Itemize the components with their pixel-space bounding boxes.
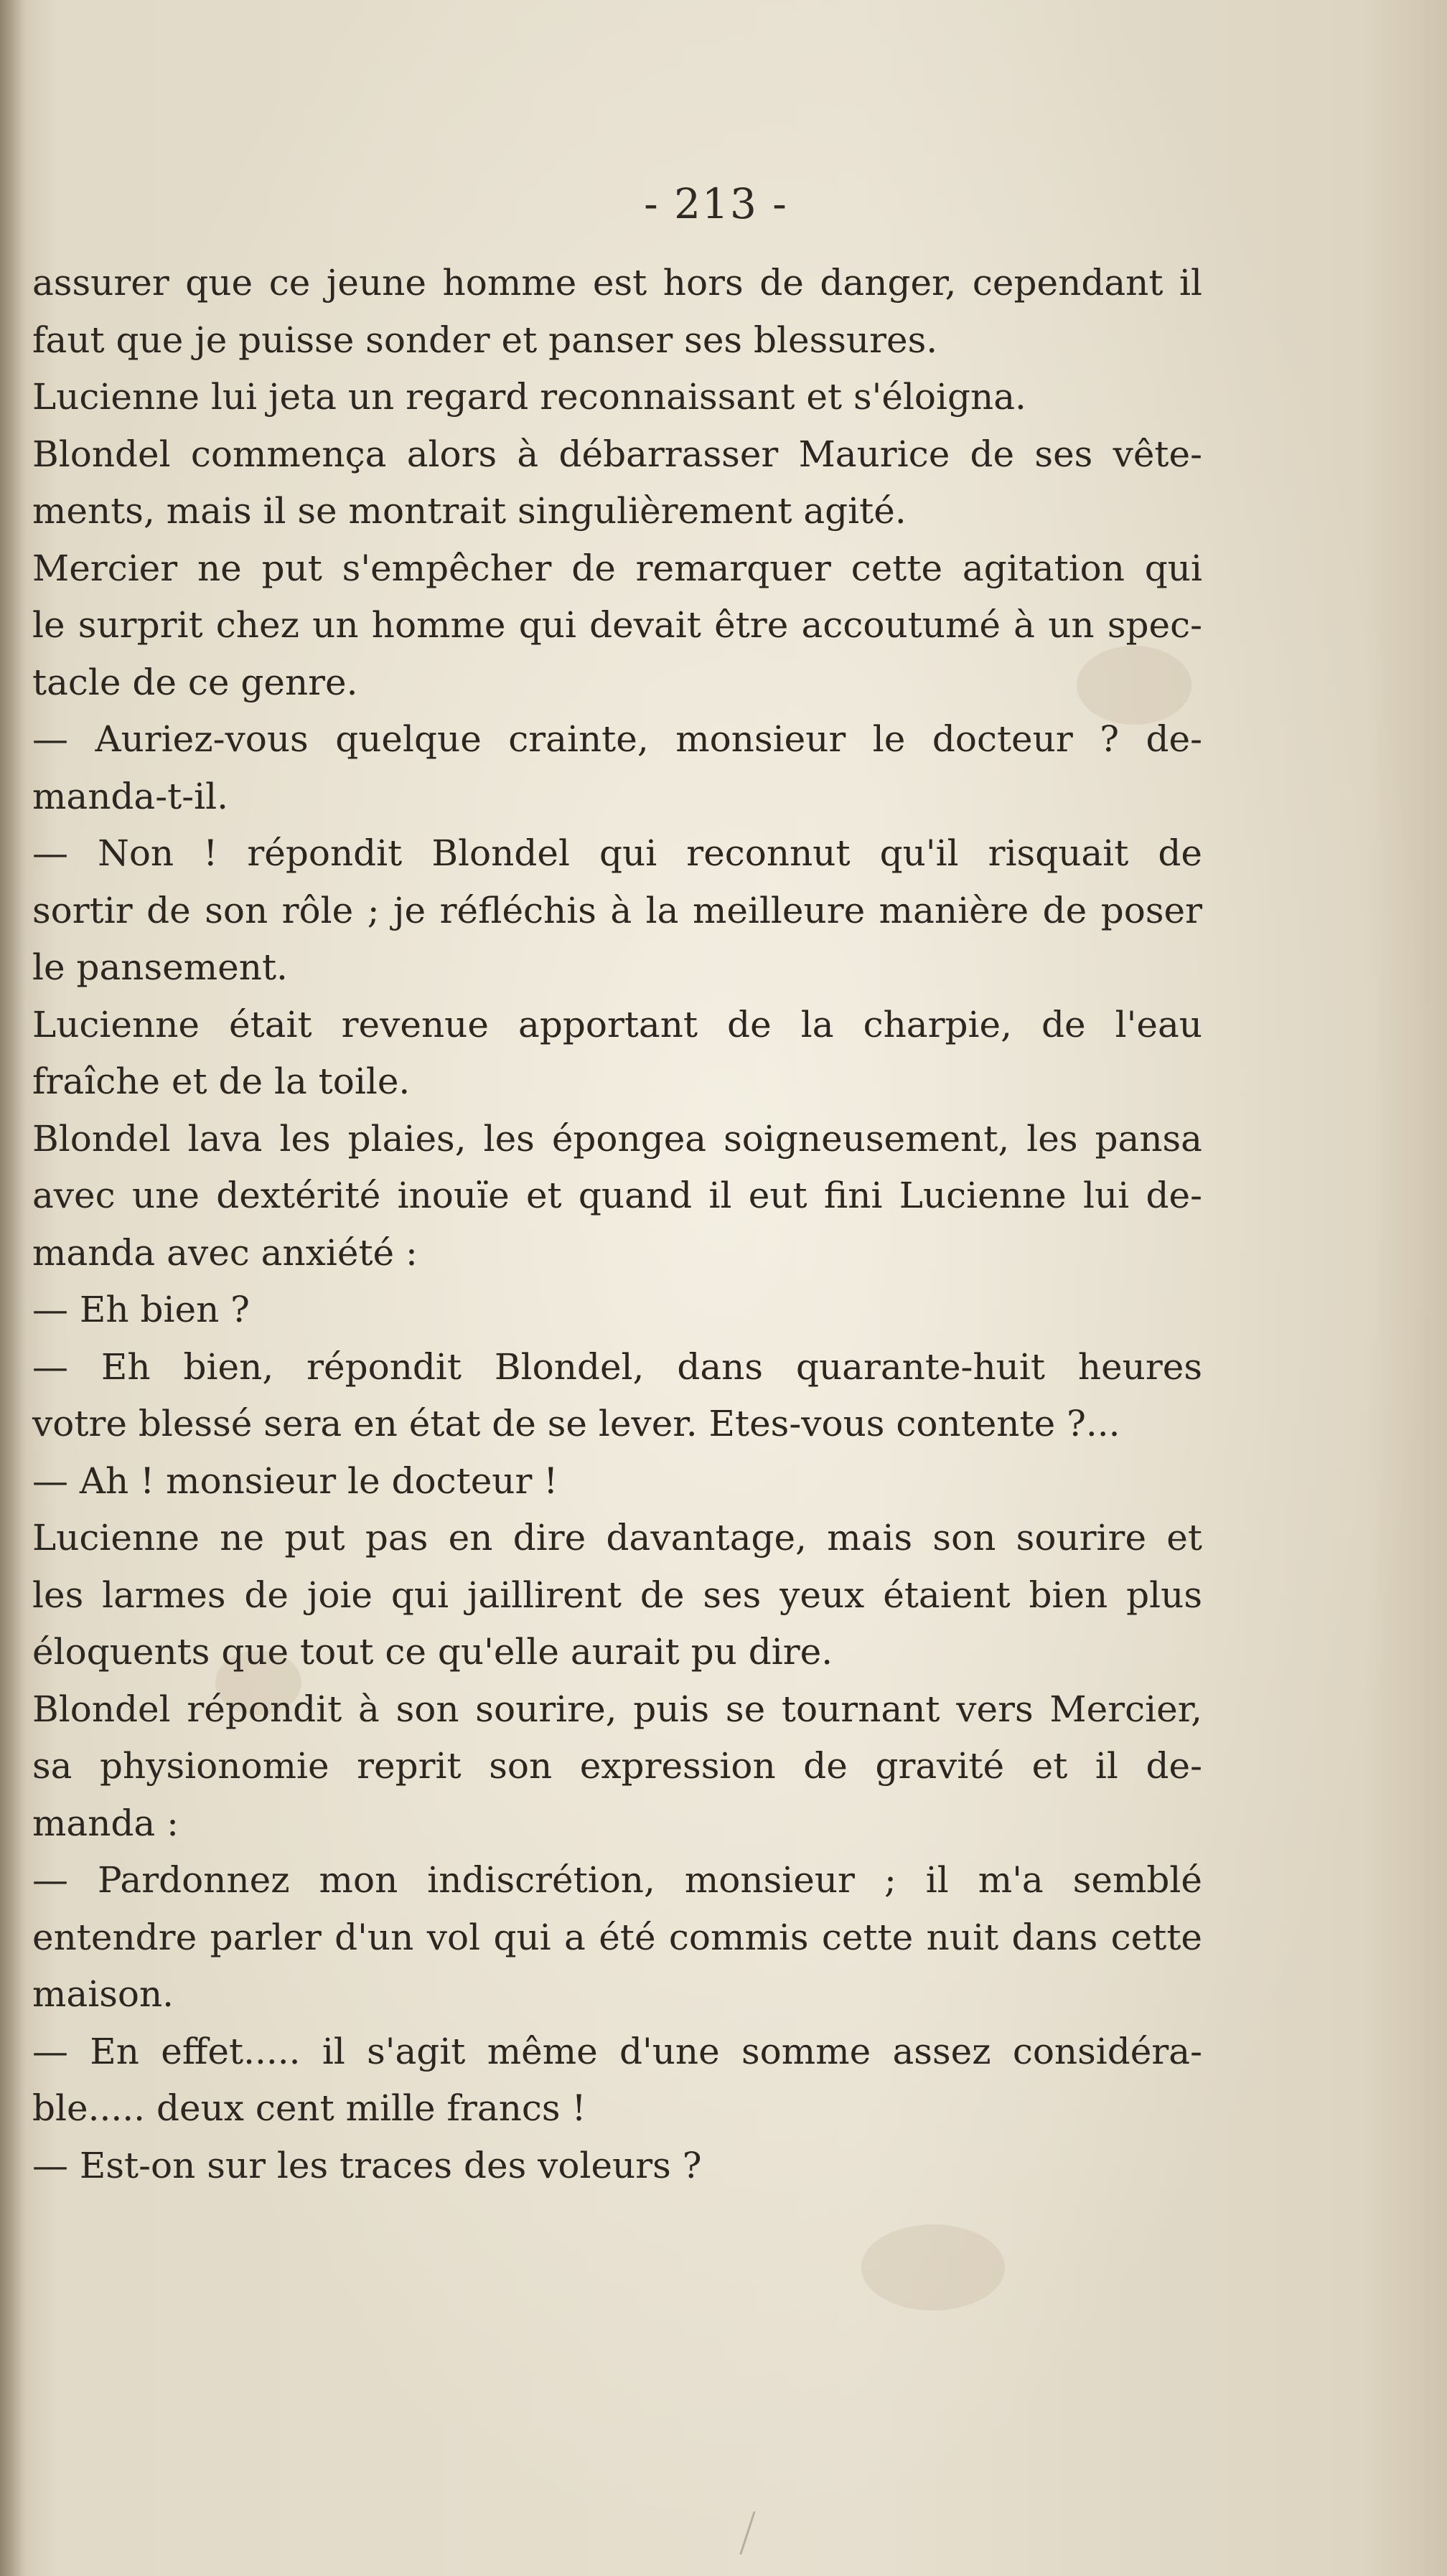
text-line: entendre parler d'un vol qui a été commis cette nuit dans cette (32, 1916, 1202, 1958)
text-line: sortir de son rôle ; je réfléchis à la meilleure manière de poser (32, 889, 1202, 931)
text-line: ble..... deux cent mille francs ! (32, 2087, 586, 2129)
text-line: ments, mais il se montrait singulièrement agité. (32, 490, 907, 532)
text-line: — Auriez-vous quelque crainte, monsieur le docteur ? de- (32, 718, 1202, 760)
body-text (32, 255, 1202, 2194)
page-number: - 213 - (644, 179, 788, 228)
text-line: Mercier ne put s'empêcher de remarquer cette agitation qui (32, 547, 1202, 589)
text-line: fraîche et de la toile. (32, 1061, 411, 1102)
text-line: Blondel répondit à son sourire, puis se tournant vers Mercier, (32, 1688, 1202, 1730)
text-line: le surprit chez un homme qui devait être accoutumé à un spec- (32, 604, 1202, 646)
text-line: manda : (32, 1802, 179, 1844)
text-line: — Ah ! monsieur le docteur ! (32, 1459, 558, 1502)
text-line: avec une dextérité inouïe et quand il eut fini Lucienne lui de- (32, 1175, 1202, 1216)
page-edge-shadow (0, 0, 26, 2576)
text-line: Lucienne était revenue apportant de la charpie, de l'eau (32, 1003, 1202, 1045)
text-line: Lucienne lui jeta un regard reconnaissant et s'éloigna. (32, 376, 1026, 418)
text-line: maison. (32, 1973, 174, 2015)
text-line: sa physionomie reprit son expression de gravité et il de- (32, 1745, 1202, 1787)
text-line: — Non ! répondit Blondel qui reconnut qu'il risquait de (32, 832, 1202, 874)
text-line: les larmes de joie qui jaillirent de ses yeux étaient bien plus (32, 1574, 1202, 1616)
text-line: manda-t-il. (32, 775, 228, 817)
text-line: assurer que ce jeune homme est hors de danger, cependant il (32, 262, 1202, 304)
text-line: — Est-on sur les traces des voleurs ? (32, 2144, 702, 2186)
text-line: Lucienne ne put pas en dire davantage, mais son sourire et (32, 1517, 1202, 1559)
text-line: Blondel lava les plaies, les épongea soigneusement, les pansa (32, 1117, 1202, 1160)
text-line: — Pardonnez mon indiscrétion, monsieur ; il m'a semblé (32, 1859, 1202, 1901)
text-line: — En effet..... il s'agit même d'une somme assez considéra- (32, 2030, 1202, 2072)
text-line: faut que je puisse sonder et panser ses blessures. (32, 319, 938, 361)
pencil-mark (739, 2511, 768, 2554)
text-line: manda avec anxiété : (32, 1231, 418, 1274)
text-line: votre blessé sera en état de se lever. Etes-vous contente ?... (32, 1403, 1120, 1444)
text-line: — Eh bien, répondit Blondel, dans quarante-huit heures (32, 1345, 1202, 1388)
text-line: tacle de ce genre. (32, 661, 358, 703)
text-line: — Eh bien ? (32, 1289, 250, 1330)
foxing-stain (861, 2224, 1005, 2311)
text-line: éloquents que tout ce qu'elle aurait pu dire. (32, 1631, 833, 1673)
text-line: Blondel commença alors à débarrasser Maurice de ses vête- (32, 433, 1202, 475)
text-line: le pansement. (32, 946, 288, 988)
